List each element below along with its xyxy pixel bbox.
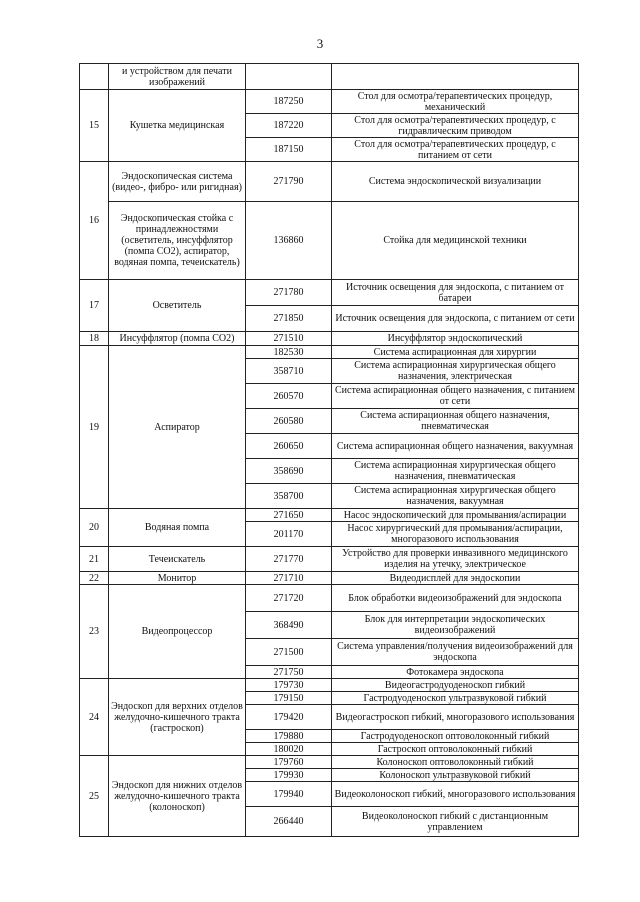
device-name: Эндоскопическая стойка с принадлежностями (осветитель, инсуффлятор (помпа СО2), аспиратор, водяная помпа, течеискатель) [109,202,246,280]
device-code: 187250 [246,90,332,114]
device-type-description: Блок для интерпретации эндоскопических видеоизображений [332,612,579,639]
table-row [80,547,579,572]
row-number: 23 [80,585,109,679]
device-code: 260570 [246,384,332,409]
device-type-description: Насос эндоскопический для промывания/аспирации [332,509,579,522]
device-code: 271850 [246,306,332,332]
table-row [80,346,579,359]
device-name: Течеискатель [109,547,246,572]
table-row [80,202,579,280]
device-code: 271650 [246,509,332,522]
table-row [80,162,579,202]
device-name: Эндоскоп для нижних отделов желудочно-кишечного тракта (колоноскоп) [109,756,246,837]
device-type-description: Видеогастродуоденоскоп гибкий [332,679,579,692]
device-type-description: Гастродуоденоскоп ультразвуковой гибкий [332,692,579,705]
device-type-description: Видеоколоноскоп гибкий с дистанционным управлением [332,807,579,837]
device-code: 182530 [246,346,332,359]
table-row [80,572,579,585]
device-name: Водяная помпа [109,509,246,547]
device-code: 179420 [246,705,332,730]
device-type-description: Блок обработки видеоизображений для эндоскопа [332,585,579,612]
table-row [80,585,579,612]
device-code: 358710 [246,359,332,384]
table-row [80,679,579,692]
device-code: 271710 [246,572,332,585]
device-type-description: Источник освещения для эндоскопа, с питанием от сети [332,306,579,332]
device-name: Аспиратор [109,346,246,509]
device-name: Видеопроцессор [109,585,246,679]
device-type-description: Видеогастроскоп гибкий, многоразового использования [332,705,579,730]
device-type-description: Гастроскоп оптоволоконный гибкий [332,743,579,756]
device-type-description: Фотокамера эндоскопа [332,666,579,679]
row-number: 22 [80,572,109,585]
row-number: 17 [80,280,109,332]
device-type-description [332,64,579,90]
device-type-description: Система аспирационная для хирургии [332,346,579,359]
device-type-description: Стойка для медицинской техники [332,202,579,280]
row-number: 20 [80,509,109,547]
device-code: 179940 [246,782,332,807]
device-type-description: Система аспирационная общего назначения, вакуумная [332,434,579,459]
row-number: 15 [80,90,109,162]
device-name: Осветитель [109,280,246,332]
device-code: 179880 [246,730,332,743]
device-type-description: Система аспирационная хирургическая общего назначения, электрическая [332,359,579,384]
device-type-description: Колоноскоп ультразвуковой гибкий [332,769,579,782]
device-code: 179760 [246,756,332,769]
device-code: 179730 [246,679,332,692]
device-name: и устройством для печати изображений [109,64,246,90]
device-code: 187150 [246,138,332,162]
device-type-description: Система аспирационная общего назначения, пневматическая [332,409,579,434]
device-type-description: Видеодисплей для эндоскопии [332,572,579,585]
device-code: 180020 [246,743,332,756]
device-type-description: Стол для осмотра/терапевтических процедур, с питанием от сети [332,138,579,162]
device-name: Кушетка медицинская [109,90,246,162]
device-type-description: Гастродуоденоскоп оптоволоконный гибкий [332,730,579,743]
device-code: 358690 [246,459,332,484]
row-number [80,64,109,90]
device-code: 201170 [246,522,332,547]
device-code: 271500 [246,639,332,666]
device-type-description: Колоноскоп оптоволоконный гибкий [332,756,579,769]
row-number: 25 [80,756,109,837]
table-row [80,64,579,90]
table-row [80,509,579,522]
device-type-description: Система аспирационная хирургическая общего назначения, вакуумная [332,484,579,509]
device-name: Эндоскоп для верхних отделов желудочно-кишечного тракта (гастроскоп) [109,679,246,756]
device-code: 271510 [246,332,332,346]
device-code: 358700 [246,484,332,509]
device-code: 271770 [246,547,332,572]
table-row [80,332,579,346]
row-number: 21 [80,547,109,572]
device-code: 179930 [246,769,332,782]
device-code: 136860 [246,202,332,280]
device-code: 271750 [246,666,332,679]
device-type-description: Стол для осмотра/терапевтических процедур, с гидравлическим приводом [332,114,579,138]
device-code: 260580 [246,409,332,434]
device-type-description: Видеоколоноскоп гибкий, многоразового использования [332,782,579,807]
device-type-description: Система аспирационная хирургическая общего назначения, пневматическая [332,459,579,484]
device-code: 266440 [246,807,332,837]
device-type-description: Стол для осмотра/терапевтических процедур, механический [332,90,579,114]
table-row [80,756,579,769]
table-row [80,90,579,114]
device-name: Монитор [109,572,246,585]
device-code: 271790 [246,162,332,202]
row-number: 16 [80,162,109,280]
device-name: Инсуффлятор (помпа СО2) [109,332,246,346]
device-code: 271780 [246,280,332,306]
row-number: 19 [80,346,109,509]
device-type-description: Устройство для проверки инвазивного медицинского изделия на утечку, электрическое [332,547,579,572]
device-type-description: Насос хирургический для промывания/аспирации, многоразового использования [332,522,579,547]
device-name: Эндоскопическая система (видео-, фибро- или ригидная) [109,162,246,202]
page-number: 3 [316,36,324,51]
device-code: 260650 [246,434,332,459]
row-number: 18 [80,332,109,346]
device-type-description: Источник освещения для эндоскопа, с питанием от батареи [332,280,579,306]
row-number: 24 [80,679,109,756]
device-type-description: Система эндоскопической визуализации [332,162,579,202]
device-code: 271720 [246,585,332,612]
device-type-description: Инсуффлятор эндоскопический [332,332,579,346]
device-type-description: Система управления/получения видеоизображений для эндоскопа [332,639,579,666]
device-table [79,63,579,837]
device-code: 179150 [246,692,332,705]
device-code: 368490 [246,612,332,639]
device-code [246,64,332,90]
device-code: 187220 [246,114,332,138]
table-row [80,280,579,306]
device-type-description: Система аспирационная общего назначения, с питанием от сети [332,384,579,409]
